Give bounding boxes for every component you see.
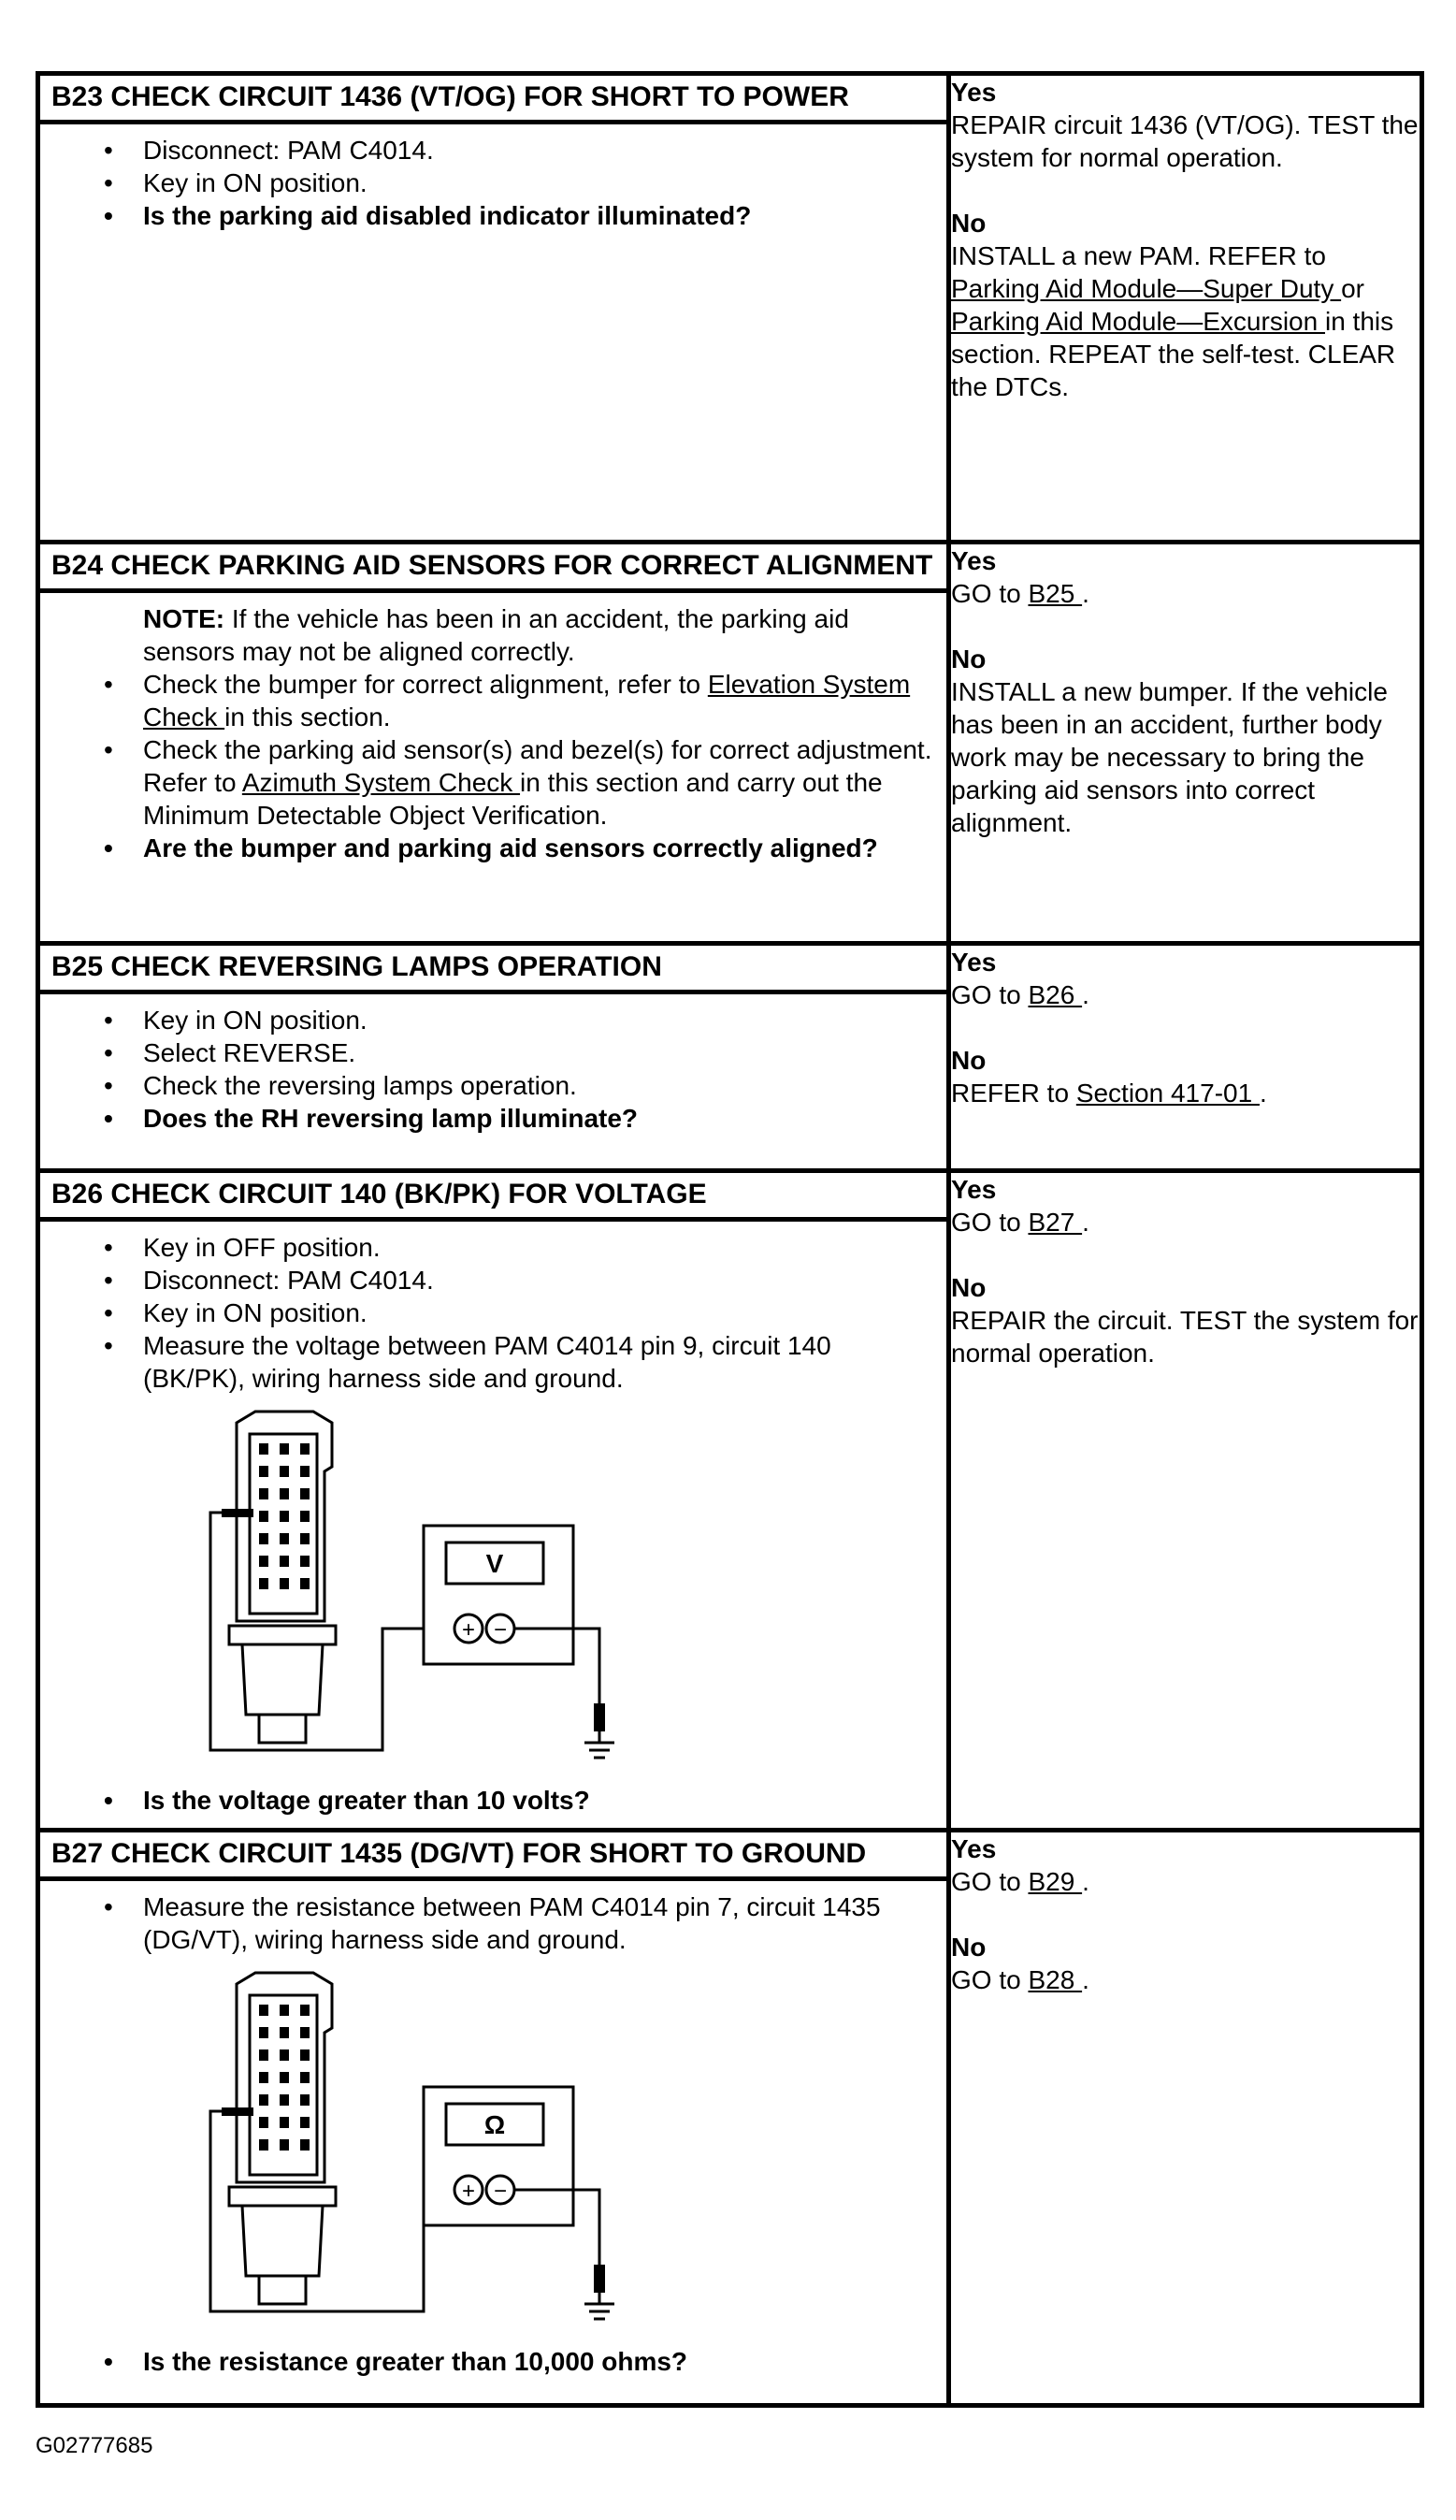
no-label: No [951,1046,987,1075]
yes-action: GO to B26 . [951,980,1089,1009]
step-b24-note: NOTE: If the vehicle has been in an accident, the parking aid sensors may not be aligned correctly. [143,604,849,666]
step-b25-question: • Does the RH reversing lamp illuminate? [143,1102,937,1135]
step-b26-procedure [38,1171,949,1831]
step-b24-procedure [38,543,949,944]
link-parking-aid-module-excursion[interactable]: Parking Aid Module—Excursion [951,307,1325,336]
no-action: INSTALL a new PAM. REFER to Parking Aid Module—Super Duty or Parking Aid Module—Excursion in this section. REPEAT the self-test. CLEAR the DTCs. [951,241,1396,401]
step-b27-title: B27 CHECK CIRCUIT 1435 (DG/VT) FOR SHORT TO GROUND [40,1832,946,1881]
no-label: No [951,209,987,238]
step-b24-result [949,543,1422,944]
step-b27-result [949,1831,1422,2406]
no-action: GO to B28 . [951,1965,1089,1994]
yes-label: Yes [951,546,997,575]
link-b26[interactable]: B26 [1028,980,1083,1009]
list-item: • Measure the voltage between PAM C4014 pin 9, circuit 140 (BK/PK), wiring harness side and ground. [143,1329,937,1395]
connector-ohmmeter-illustration [209,1967,639,2332]
step-b24-title: B24 CHECK PARKING AID SENSORS FOR CORRECT ALIGNMENT [40,544,946,593]
yes-action: REPAIR circuit 1436 (VT/OG). TEST the system for normal operation. [951,110,1419,172]
list-item: • Key in ON position. [143,1004,937,1036]
yes-label: Yes [951,1175,997,1204]
no-label: No [951,1933,987,1962]
no-action: REPAIR the circuit. TEST the system for normal operation. [951,1306,1419,1368]
list-item: • Disconnect: PAM C4014. [143,1264,937,1296]
meter-label: V [485,1549,504,1578]
step-b23 [38,74,1422,543]
voltmeter-diagram [209,1406,937,1778]
ohmmeter-diagram [209,1967,937,2339]
step-b25 [38,944,1422,1171]
link-section-417-01[interactable]: Section 417-01 [1075,1079,1260,1108]
diagnostic-table [36,71,1424,2408]
no-action: REFER to Section 417-01 . [951,1079,1267,1108]
step-b23-title: B23 CHECK CIRCUIT 1436 (VT/OG) FOR SHORT TO POWER [40,76,946,124]
link-b27[interactable]: B27 [1028,1208,1083,1237]
list-item: • Check the bumper for correct alignment, refer to Elevation System Check in this section. [143,668,937,733]
list-item: • Key in ON position. [143,167,937,199]
step-b25-procedure [38,944,949,1171]
meter-plus: + [461,1617,476,1643]
step-b27 [38,1831,1422,2406]
step-b24-question: • Are the bumper and parking aid sensors correctly aligned? [143,832,937,864]
no-action: INSTALL a new bumper. If the vehicle has been in an accident, further body work may be necessary to bring the parking aid sensors into correct alignment. [951,677,1388,837]
yes-label: Yes [951,1834,997,1863]
no-label: No [951,644,987,673]
list-item: • Disconnect: PAM C4014. [143,134,937,167]
connector-voltmeter-illustration [209,1406,639,1771]
step-b26-title: B26 CHECK CIRCUIT 140 (BK/PK) FOR VOLTAGE [40,1173,946,1222]
yes-label: Yes [951,948,997,977]
step-b27-procedure [38,1831,949,2406]
meter-plus: + [461,2179,476,2204]
list-item: • Measure the resistance between PAM C4014 pin 7, circuit 1435 (DG/VT), wiring harness side and ground. [143,1890,937,1956]
list-item: • Key in OFF position. [143,1231,937,1264]
step-b26-result [949,1171,1422,1831]
step-b27-question: • Is the resistance greater than 10,000 ohms? [143,2345,937,2378]
step-b26-question: • Is the voltage greater than 10 volts? [143,1784,937,1817]
step-b23-question: • Is the parking aid disabled indicator illuminated? [143,199,937,232]
list-item: • Select REVERSE. [143,1036,937,1069]
step-b24 [38,543,1422,944]
meter-label: Ω [483,2110,506,2139]
link-elevation-system-check[interactable]: Elevation System Check [143,670,911,731]
link-b28[interactable]: B28 [1028,1965,1083,1994]
meter-minus: − [493,1617,508,1643]
link-parking-aid-module-super-duty[interactable]: Parking Aid Module—Super Duty [951,274,1342,303]
step-b25-result [949,944,1422,1171]
step-b26 [38,1171,1422,1831]
list-item: • Check the reversing lamps operation. [143,1069,937,1102]
yes-action: GO to B29 . [951,1867,1089,1896]
yes-action: GO to B25 . [951,579,1089,608]
figure-id: G02777685 [36,2433,153,2458]
link-b25[interactable]: B25 [1028,579,1083,608]
link-azimuth-system-check[interactable]: Azimuth System Check [241,768,521,797]
step-b25-title: B25 CHECK REVERSING LAMPS OPERATION [40,946,946,994]
no-label: No [951,1273,987,1302]
yes-action: GO to B27 . [951,1208,1089,1237]
step-b23-result [949,74,1422,543]
list-item: • Check the parking aid sensor(s) and bezel(s) for correct adjustment. Refer to Azimuth System Check in this section and carry out the Minimum Detectable Object Verification. [143,733,937,832]
yes-label: Yes [951,78,997,107]
link-b29[interactable]: B29 [1028,1867,1083,1896]
meter-minus: − [493,2179,508,2204]
step-b23-procedure [38,74,949,543]
list-item: • Key in ON position. [143,1296,937,1329]
